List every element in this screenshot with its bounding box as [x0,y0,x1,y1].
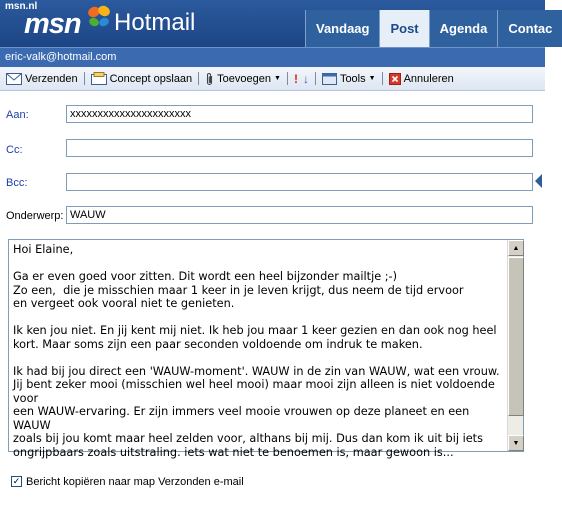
tools-label: Tools [339,72,366,85]
app-header [0,0,553,47]
cc-label[interactable]: Cc: [6,144,23,156]
bcc-field[interactable] [66,173,533,191]
hotmail-title: Hotmail [114,9,196,36]
subject-field[interactable] [66,206,533,224]
low-priority-button[interactable] [303,72,309,86]
subject-label: Onderwerp: [6,210,64,222]
tools-icon [322,73,337,85]
toolbar-divider [382,72,383,85]
close-icon [389,73,401,85]
tab-agenda[interactable]: Agenda [429,10,498,47]
save-draft-label: Concept opslaan [109,72,193,85]
message-body[interactable]: Hoi Elaine, Ga er even goed voor zitten. Dit wordt een heel bijzonder mailtje ;-) Zo een, die je misschien maar 1 keer in je leven krijgt, dus neem de tijd ervoor en vergeet ook vooral niet te genieten. Ik ken jou niet. En jij kent mij niet. Ik heb jou maar 1 keer gezien en dan ook nog heel kort. Maar soms zijn een paar seconden voldoende om indruk te maken. Ik had bij jou direct een 'WAUW-moment'. WAUW in de zin van WAUW, wat een vrouw. Jij bent zeker mooi (misschien wel heel mooi) maar mooi zijn alleen is niet voldoende voor een WAUW-ervaring. Er zijn immers veel mooie vrouwen op deze planeet en een WAUW zoals bij jou komt maar heel zelden voor, althans bij mij. Dus dan kom ik uit bij iets ongrijpbaars zoals uitstraling. iets wat niet te benoemen is, maar gewoon is... [13,243,500,459]
chevron-down-icon: ▼ [274,75,281,82]
scroll-down-button[interactable]: ▼ [508,435,524,451]
message-scrollbar[interactable] [507,240,523,451]
copy-to-sent-label: Bericht kopiëren naar map Verzonden e-mail [26,476,244,488]
copy-to-sent-checkbox[interactable]: ✓ [12,476,21,486]
exclamation-icon: ! [293,71,298,86]
expand-arrow-icon[interactable] [535,174,542,188]
msn-logo[interactable]: msn [24,8,81,40]
send-envelope-icon [6,73,22,85]
main-tabs [305,10,562,47]
send-label: Verzenden [25,72,78,85]
message-body-box [8,239,524,459]
tab-vandaag[interactable]: Vandaag [305,10,379,47]
tab-contacten[interactable]: Contac [497,10,562,47]
attach-button[interactable] [205,72,281,86]
high-priority-button[interactable] [294,72,303,86]
toolbar-divider [84,72,85,85]
cancel-button[interactable] [389,73,454,85]
site-name: msn.nl [5,1,38,12]
account-bar [0,47,545,67]
compose-toolbar [0,67,545,91]
scroll-thumb[interactable] [508,257,524,416]
tools-button[interactable] [322,73,376,85]
tab-post[interactable]: Post [379,10,428,47]
arrow-down-icon: ↓ [302,71,309,86]
account-email: eric-valk@hotmail.com [5,51,117,63]
paperclip-icon [205,72,214,86]
draft-icon [91,72,107,85]
to-field[interactable] [66,105,533,123]
cancel-label: Annuleren [403,72,454,85]
save-draft-button[interactable] [91,72,193,85]
chevron-down-icon: ▼ [368,75,376,82]
toolbar-divider [315,72,316,85]
send-button[interactable] [6,73,78,85]
msn-butterfly-icon [86,5,112,29]
toolbar-divider [198,72,199,85]
to-label[interactable]: Aan: [6,109,29,121]
scroll-up-button[interactable]: ▲ [508,240,524,256]
bcc-label[interactable]: Bcc: [6,177,28,189]
attach-label: Toevoegen [217,72,271,85]
toolbar-divider [287,72,288,85]
cc-field[interactable] [66,139,533,157]
